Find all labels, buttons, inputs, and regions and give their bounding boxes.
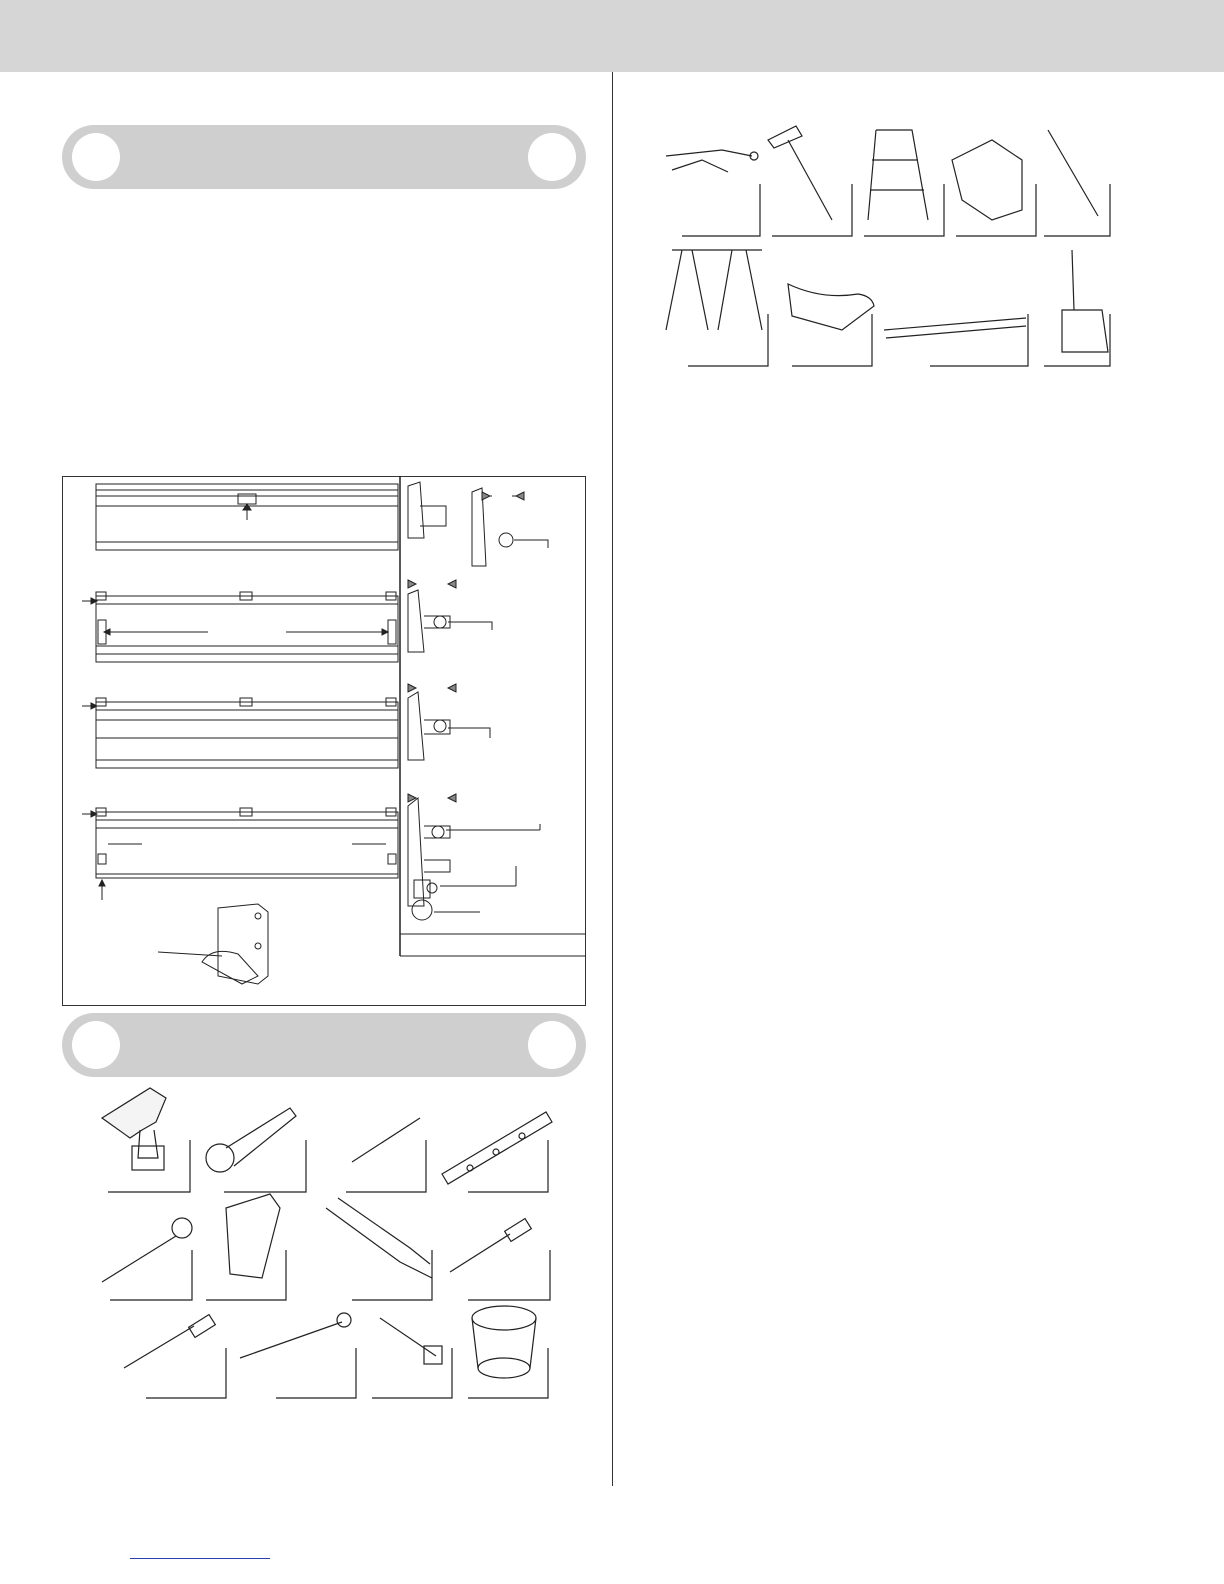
ratchet-wrench-icon <box>102 1218 192 1300</box>
profile-detail-3 <box>408 684 490 760</box>
power-tools-grid <box>90 1078 560 1408</box>
door-panel-3 <box>82 698 398 768</box>
phillips-screwdriver-icon <box>450 1219 550 1300</box>
pliers-icon <box>326 1198 432 1300</box>
profile-detail-2 <box>408 580 492 652</box>
hex-socket-bit-icon <box>206 1108 306 1192</box>
section-header-1-left-circle <box>72 133 120 181</box>
other-tools-grid <box>662 120 1122 370</box>
support-bars-icon <box>884 314 1028 366</box>
hammer-icon <box>768 126 852 236</box>
step-ladder-icon <box>864 130 944 236</box>
door-panel-4 <box>82 808 398 900</box>
profile-detail-1 <box>408 482 548 566</box>
socket-extension-icon <box>372 1318 452 1398</box>
safety-glasses-icon <box>788 284 874 366</box>
section-header-2 <box>62 1013 586 1077</box>
c-clamp-icon <box>1044 250 1110 366</box>
header-band <box>0 0 1224 72</box>
door-panel-1 <box>96 484 398 550</box>
hinge-detail <box>158 904 268 984</box>
drill-bit-icon <box>346 1118 426 1192</box>
tape-measure-icon <box>206 1194 286 1300</box>
section-header-1 <box>62 125 586 189</box>
door-panel-2 <box>82 592 398 662</box>
sawhorses-icon <box>666 250 768 366</box>
locking-pliers-icon <box>666 150 760 236</box>
deep-socket-icon <box>468 1306 548 1398</box>
profile-detail-4 <box>408 794 540 920</box>
column-divider <box>612 72 613 1486</box>
section-header-1-right-circle <box>528 133 576 181</box>
section-header-2-right-circle <box>528 1021 576 1069</box>
panel-assembly-diagram <box>62 476 586 1006</box>
footer-link[interactable] <box>130 1558 270 1559</box>
level-icon <box>442 1112 552 1192</box>
drill-icon <box>102 1088 190 1192</box>
section-header-2-left-circle <box>72 1021 120 1069</box>
pencil-icon <box>1044 130 1110 236</box>
combination-wrench-icon <box>240 1313 356 1398</box>
flat-screwdriver-icon <box>124 1315 226 1398</box>
gloves-icon <box>952 140 1036 236</box>
